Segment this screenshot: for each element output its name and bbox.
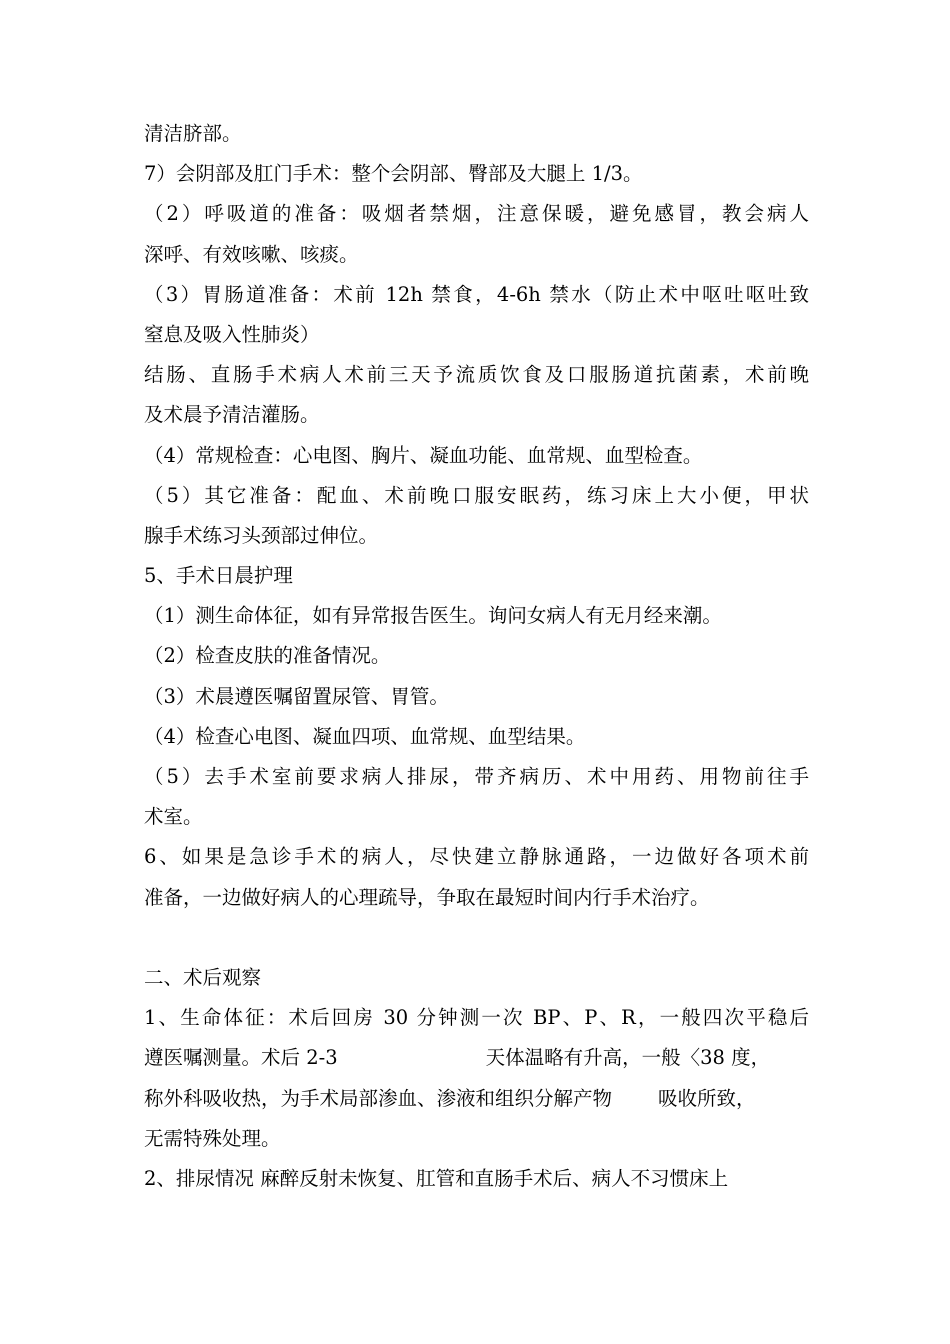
text-line: 术室。 xyxy=(144,805,203,829)
text-line xyxy=(144,1079,809,1119)
text-line: （3）术晨遵医嘱留置尿管、胃管。 xyxy=(144,684,449,708)
document-body xyxy=(144,114,809,1199)
text-segment: 称外科吸收热，为手术局部渗血、渗液和组织分解产物 xyxy=(144,1086,613,1110)
text-line: 7）会阴部及肛门手术：整个会阴部、臀部及大腿上 1/3。 xyxy=(144,162,643,186)
text-line: 及术晨予清洁灌肠。 xyxy=(144,403,320,427)
text-line: （1）测生命体征，如有异常报告医生。询问女病人有无月经来潮。 xyxy=(144,604,722,628)
text-line: 6、如果是急诊手术的病人，尽快建立静脉通路，一边做好各项术前 xyxy=(144,845,809,869)
text-line: （5）其它准备：配血、术前晚口服安眠药，练习床上大小便，甲状 xyxy=(144,483,809,507)
text-line: （2）呼吸道的准备：吸烟者禁烟，注意保暖，避免感冒，教会病人 xyxy=(144,202,809,226)
text-line: 结肠、直肠手术病人术前三天予流质饮食及口服肠道抗菌素，术前晚 xyxy=(144,363,809,387)
text-line: （4）检查心电图、凝血四项、血常规、血型结果。 xyxy=(144,724,586,748)
text-segment: 吸收所致， xyxy=(658,1086,756,1110)
text-line: （4）常规检查：心电图、胸片、凝血功能、血常规、血型检查。 xyxy=(144,443,703,467)
section-heading: 二、术后观察 xyxy=(144,965,262,989)
text-line: （3）胃肠道准备：术前 12h 禁食，4-6h 禁水（防止术中呕吐呕吐致 xyxy=(144,282,809,306)
text-segment: 遵医嘱测量。术后 2-3 xyxy=(144,1046,338,1070)
text-line: 深呼、有效咳嗽、咳痰。 xyxy=(144,242,359,266)
paragraph-gap xyxy=(144,918,809,958)
text-line: 1、生命体征：术后回房 30 分钟测一次 BP、P、R，一般四次平稳后 xyxy=(144,1006,809,1030)
text-line: 腺手术练习头颈部过伸位。 xyxy=(144,523,379,547)
text-line: 5、手术日晨护理 xyxy=(144,564,293,588)
text-line: 无需特殊处理。 xyxy=(144,1126,281,1150)
text-line xyxy=(144,1038,809,1078)
text-line: 清洁脐部。 xyxy=(144,122,242,145)
text-segment: 天体温略有升高，一般〈38 度， xyxy=(485,1046,771,1070)
text-line: 2、排尿情况 麻醉反射未恢复、肛管和直肠手术后、病人不习惯床上 xyxy=(144,1166,729,1190)
text-line: 准备，一边做好病人的心理疏导，争取在最短时间内行手术治疗。 xyxy=(144,885,710,909)
text-line: （5）去手术室前要求病人排尿，带齐病历、术中用药、用物前往手 xyxy=(144,765,809,788)
text-line: （2）检查皮肤的准备情况。 xyxy=(144,644,391,668)
text-line: 窒息及吸入性肺炎） xyxy=(144,322,320,346)
